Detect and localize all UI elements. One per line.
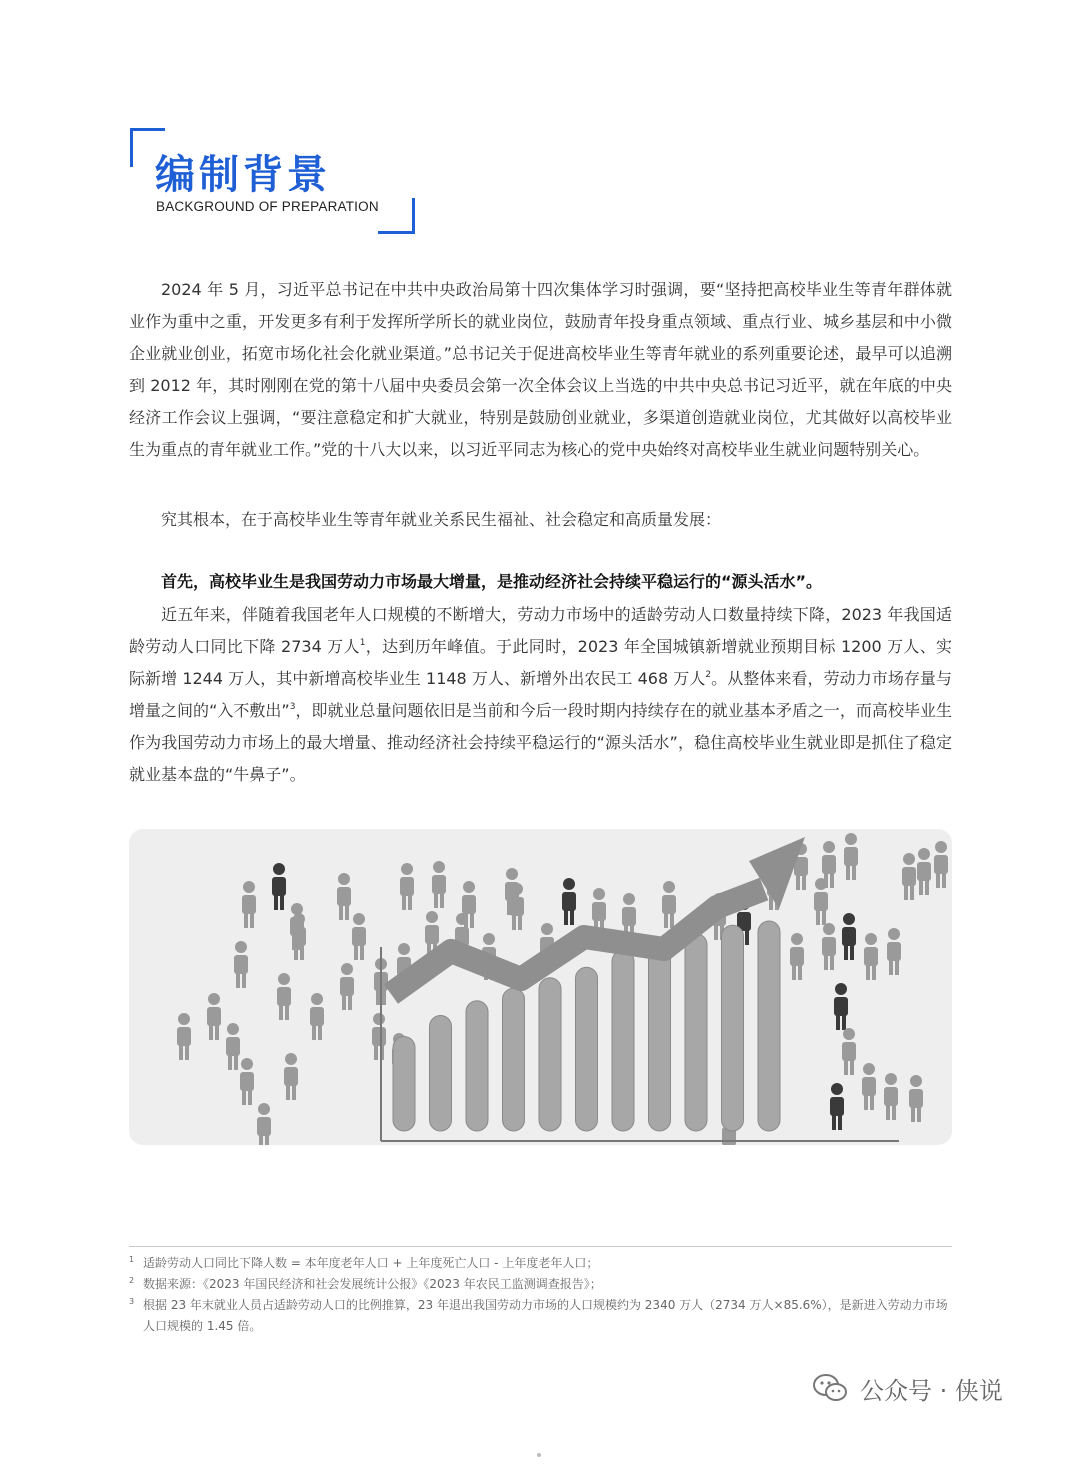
page-indicator-dot [537, 1453, 541, 1457]
person-icon [834, 983, 848, 1030]
footnote-mark: 2 [129, 1276, 135, 1285]
person-icon [917, 848, 931, 895]
paragraph-text-segment: ，即就业总量问题依旧是当前和今后一段时期内持续存在的就业基本矛盾之一，而高校毕业生作为我国劳动力市场上的最大增量、推动经济社会持续平稳运行的“源头活水”，稳住高校毕业生就业即是抓住了稳定就业基本盘的“牛鼻子”。 [129, 701, 952, 784]
person-icon [462, 881, 476, 928]
paragraph-text-segment: 。从整体来看，劳动力市场存量与增量之间的“入不敷出” [129, 669, 952, 720]
person-icon [830, 1083, 844, 1130]
person-icon [372, 1013, 386, 1060]
person-icon [814, 878, 828, 925]
person-icon [902, 853, 916, 900]
person-icon [909, 1075, 923, 1122]
person-icon [887, 928, 901, 975]
person-icon [790, 933, 804, 980]
footnote-mark: 1 [129, 1255, 135, 1264]
person-icon [234, 941, 248, 988]
person-icon [844, 833, 858, 880]
person-icon [862, 1063, 876, 1110]
person-icon [226, 1023, 240, 1070]
person-icon [240, 1058, 254, 1105]
person-icon [822, 923, 836, 970]
footnote-mark: 3 [129, 1297, 135, 1306]
growth-bar [393, 1037, 415, 1132]
growth-bar [685, 934, 707, 1131]
footnote-ref-3: 3 [289, 702, 296, 712]
growth-bar [430, 1016, 452, 1132]
section-title: 编制背景 [155, 152, 331, 198]
illustration-canvas [129, 829, 952, 1145]
growth-bar [576, 967, 598, 1131]
person-icon [340, 963, 354, 1010]
person-icon [277, 973, 291, 1020]
footnote-ref-1: 1 [359, 638, 366, 648]
watermark [812, 1370, 1003, 1406]
person-icon [934, 841, 948, 888]
person-icon [662, 881, 676, 928]
person-icon [432, 861, 446, 908]
chart-axes [381, 947, 899, 1141]
growth-bar [758, 921, 780, 1131]
person-icon [510, 883, 524, 930]
body-paragraph-2: 究其根本，在于高校毕业生等青年就业关系民生福祉、社会稳定和高质量发展： [161, 510, 722, 529]
person-icon [842, 1028, 856, 1075]
watermark-text: 公众号 · 侠说 [860, 1376, 1003, 1405]
growth-bar [649, 942, 671, 1131]
growth-bar [722, 925, 744, 1131]
growth-bar [539, 978, 561, 1131]
growth-bar [503, 988, 525, 1131]
paragraph-text-segment: 近五年来，伴随着我国老年人口规模的不断增大，劳动力市场中的适龄劳动人口数量持续下降，2023 年我国适龄劳动人口同比下降 2734 万人 [129, 605, 952, 656]
paragraph-text-segment: ，达到历年峰值。于此同时，2023 年全国城镇新增就业预期目标 1200 万人、实际新增 1244 万人，其中新增高校毕业生 1148 万人、新增外出农民工 468 万人 [129, 637, 952, 688]
person-icon [400, 863, 414, 910]
person-icon [242, 881, 256, 928]
person-icon [864, 933, 878, 980]
footnote-ref-2: 2 [705, 670, 712, 680]
footnote-text: 数据来源：《2023 年国民经济和社会发展统计公报》《2023 年农民工监测调查报告》； [143, 1277, 602, 1291]
person-icon [272, 863, 286, 910]
footnotes [129, 1253, 952, 1337]
footnote-item [129, 1274, 952, 1295]
body-paragraph-1: 2024 年 5 月，习近平总书记在中共中央政治局第十四次集体学习时强调，要“坚持把高校毕业生等青年群体就业作为重中之重，开发更多有利于发挥所学所长的就业岗位，鼓励青年投身重点领域、重点行业、城乡基层和中小微企业就业创业，拓宽市场化社会化就业渠道。”总书记关于促进高校毕业生等青年就业的系列重要论述，最早可以追溯到 2012 年，其时刚刚在党的第十八届中央委员会第一次全体会议上当选的中共中央总书记习近平，就在年底的中央经济工作会议上强调，“要注意稳定和扩大就业，特别是鼓励创业就业，多渠道创造就业岗位，尤其做好以高校毕业生为重点的青年就业工作。”党的十八大以来，以习近平同志为核心的党中央始终对高校毕业生就业问题特别关心。 [129, 280, 952, 459]
body-paragraph-3 [129, 599, 952, 791]
person-icon [842, 913, 856, 960]
person-icon [310, 993, 324, 1040]
person-icon [337, 873, 351, 920]
person-icon [207, 993, 221, 1040]
section-subtitle: BACKGROUND OF PREPARATION [156, 199, 379, 214]
title-corner-bottom-right [378, 198, 415, 234]
person-icon [884, 1073, 898, 1120]
person-icon [177, 1013, 191, 1060]
footnote-text: 适龄劳动人口同比下降人数 = 本年度老年人口 + 上年度死亡人口 - 上年度老年人口； [143, 1256, 599, 1270]
growth-bar [466, 1001, 488, 1131]
footnote-item [129, 1295, 952, 1337]
person-icon [257, 1103, 271, 1145]
person-icon [284, 1053, 298, 1100]
footnote-item [129, 1253, 952, 1274]
footnote-text: 根据 23 年末就业人员占适龄劳动人口的比例推算，23 年退出我国劳动力市场的人口规模约为 2340 万人（2734 万人×85.6%），是新进入劳动力市场人口规模的 1.45 倍。 [143, 1298, 948, 1333]
person-icon [562, 878, 576, 925]
person-icon [352, 913, 366, 960]
body-paragraph-heading: 首先，高校毕业生是我国劳动力市场最大增量，是推动经济社会持续平稳运行的“源头活水”。 [161, 572, 823, 591]
growth-illustration [129, 829, 952, 1145]
people-crowd [177, 833, 948, 1145]
growth-bar [612, 950, 634, 1131]
footnote-divider [129, 1246, 952, 1247]
wechat-icon [812, 1372, 848, 1404]
